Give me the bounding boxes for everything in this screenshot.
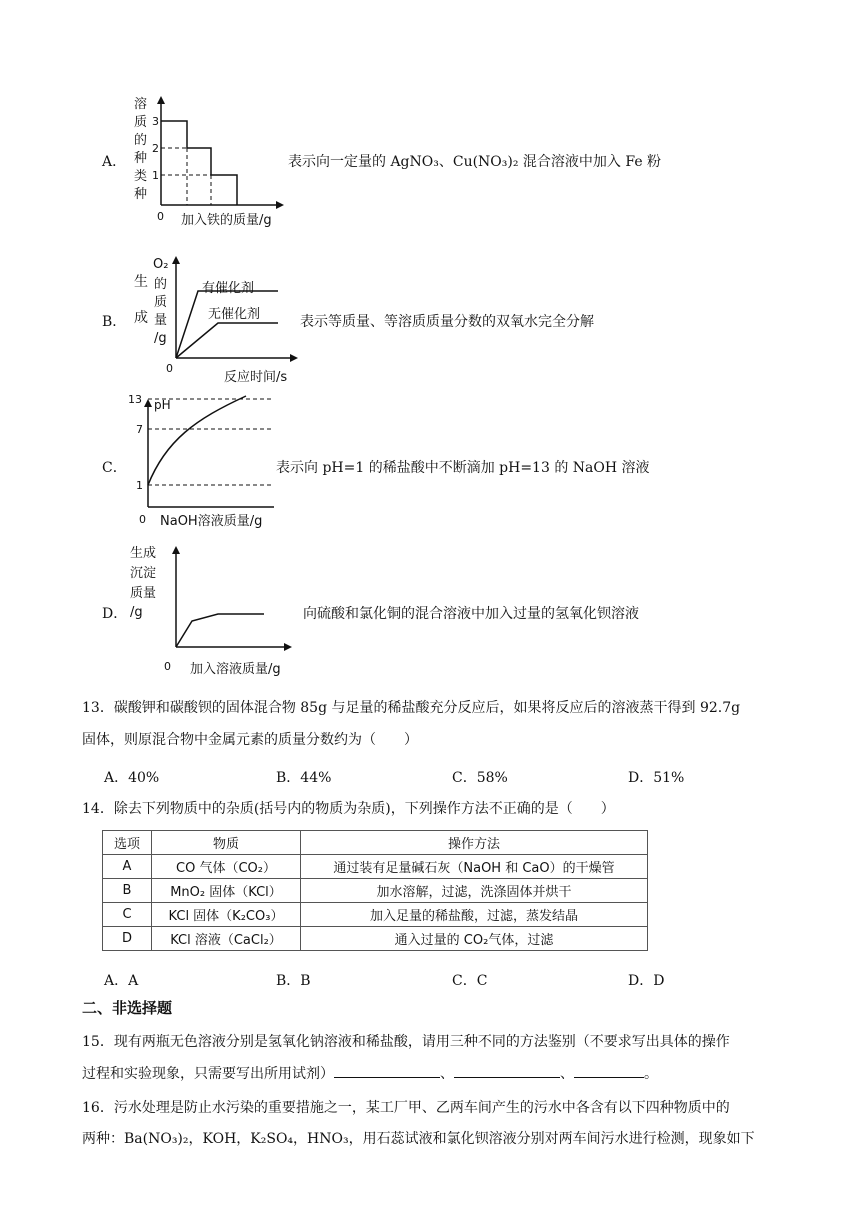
graph-d xyxy=(126,540,306,680)
q14-choice-d[interactable]: D．D xyxy=(628,973,665,989)
graph-a-ylabel-5: 种 xyxy=(134,187,148,202)
q15-line1: 15．现有两瓶无色溶液分别是氢氧化钠溶液和稀盐酸，请用三种不同的方法鉴别（不要求写出具体的操作 xyxy=(82,1034,730,1050)
graph-a-ylabel-0: 溶 xyxy=(134,97,148,112)
q16-line1: 16．污水处理是防止水污染的重要措施之一，某工厂甲、乙两车间产生的污水中各含有以下四种物质中的 xyxy=(82,1100,730,1116)
q14-table xyxy=(102,830,648,951)
q14-cell: 通过装有足量碱石灰（NaOH 和 CaO）的干燥管 xyxy=(301,855,648,879)
graph-a-tick-1: 1 xyxy=(152,169,159,182)
q14-th-substance: 物质 xyxy=(152,831,301,855)
q14-stem: 14．除去下列物质中的杂质(括号内的物质为杂质)，下列操作方法不正确的是（ ） xyxy=(82,801,615,817)
q14-cell: KCl 溶液（CaCl₂） xyxy=(152,927,301,951)
q15-end: 。 xyxy=(644,1066,658,1082)
q15-sep-1: 、 xyxy=(440,1066,454,1082)
graph-d-ylabel-3: /g xyxy=(130,605,143,620)
graph-c-tick-13: 13 xyxy=(128,395,142,406)
q15-sep-2: 、 xyxy=(560,1066,574,1082)
q14-choice-a[interactable]: A．A xyxy=(104,973,139,989)
table-row xyxy=(103,855,648,879)
graph-a-origin: 0 xyxy=(157,210,164,223)
answer-blank-2[interactable] xyxy=(454,1063,560,1078)
graph-c-xlabel: NaOH溶液质量/g xyxy=(160,514,263,529)
q13-choice-b[interactable]: B．44% xyxy=(276,770,332,786)
answer-blank-1[interactable] xyxy=(334,1063,440,1078)
q14-choice-b[interactable]: B．B xyxy=(276,973,311,989)
graph-b-origin: 0 xyxy=(166,362,173,375)
q14-cell: 加水溶解，过滤，洗涤固体并烘干 xyxy=(301,879,648,903)
graph-b-ylabel-4: /g xyxy=(154,331,167,346)
graph-c xyxy=(126,395,286,530)
graph-c-ytitle: pH xyxy=(154,398,171,412)
q14-cell: D xyxy=(103,927,152,951)
q14-th-option: 选项 xyxy=(103,831,152,855)
graph-b-curve1: 有催化剂 xyxy=(202,281,255,296)
q14-cell: KCl 固体（K₂CO₃） xyxy=(152,903,301,927)
q13-line1: 13．碳酸钾和碳酸钡的固体混合物 85g 与足量的稀盐酸充分反应后，如果将反应后的溶液蒸干得到 92.7g xyxy=(82,700,741,716)
graph-b-left-0: 生 xyxy=(134,274,148,290)
q15-line2-prefix: 过程和实验现象，只需要写出所用试剂） xyxy=(82,1066,334,1082)
graph-d-ylabel-1: 沉淀 xyxy=(130,566,157,581)
graph-c-tick-7: 7 xyxy=(136,423,143,436)
graph-d-xlabel: 加入溶液质量/g xyxy=(190,662,281,677)
option-d-desc: 向硫酸和氯化铜的混合溶液中加入过量的氢氧化钡溶液 xyxy=(303,606,639,622)
graph-d-ylabel-0: 生成 xyxy=(130,546,157,561)
option-d-letter: D． xyxy=(102,606,128,622)
q14-cell: B xyxy=(103,879,152,903)
q13-choice-c[interactable]: C．58% xyxy=(452,770,508,786)
table-row xyxy=(103,927,648,951)
q13-choice-d[interactable]: D．51% xyxy=(628,770,685,786)
q14-th-method: 操作方法 xyxy=(301,831,648,855)
q16-line2: 两种：Ba(NO₃)₂，KOH，K₂SO₄，HNO₃，用石蕊试液和氯化钡溶液分别对两车间污水进行检测，现象如下 xyxy=(82,1131,755,1147)
table-row xyxy=(103,903,648,927)
q14-table-header xyxy=(103,831,648,855)
graph-a-xlabel: 加入铁的质量/g xyxy=(181,213,272,228)
option-b-desc: 表示等质量、等溶质质量分数的双氧水完全分解 xyxy=(300,314,594,330)
graph-d-ylabel-2: 质量 xyxy=(130,586,157,601)
graph-b-curve2: 无催化剂 xyxy=(208,307,261,322)
q13-line2: 固体，则原混合物中金属元素的质量分数约为（ ） xyxy=(82,732,418,748)
graph-d-origin: 0 xyxy=(164,660,171,673)
option-b-letter: B． xyxy=(102,314,127,330)
graph-b xyxy=(126,248,306,388)
graph-c-tick-1: 1 xyxy=(136,479,143,492)
graph-a-ylabel-4: 类 xyxy=(134,169,148,184)
option-c-letter: C． xyxy=(102,460,127,476)
q15-line2 xyxy=(82,1059,658,1089)
graph-a-ylabel-1: 质 xyxy=(134,115,148,130)
option-a-desc: 表示向一定量的 AgNO₃、Cu(NO₃)₂ 混合溶液中加入 Fe 粉 xyxy=(288,154,662,170)
graph-a-ylabel-3: 种 xyxy=(134,151,148,166)
graph-a-ylabel-2: 的 xyxy=(134,133,148,148)
q13-choice-a[interactable]: A．40% xyxy=(104,770,160,786)
answer-blank-3[interactable] xyxy=(574,1063,644,1078)
q14-choice-c[interactable]: C．C xyxy=(452,973,488,989)
q14-cell: MnO₂ 固体（KCl） xyxy=(152,879,301,903)
option-a-letter: A． xyxy=(102,154,127,170)
graph-b-left-1: 成 xyxy=(134,310,148,326)
graph-c-origin: 0 xyxy=(139,513,146,526)
section-heading: 二、非选择题 xyxy=(82,999,173,1017)
graph-b-ylabel-0: O₂ xyxy=(153,257,169,272)
graph-a-tick-3: 3 xyxy=(152,115,159,128)
table-row xyxy=(103,879,648,903)
graph-a-tick-2: 2 xyxy=(152,142,159,155)
graph-b-ylabel-1: 的 xyxy=(154,277,168,292)
q14-cell: CO 气体（CO₂） xyxy=(152,855,301,879)
option-c-desc: 表示向 pH=1 的稀盐酸中不断滴加 pH=13 的 NaOH 溶液 xyxy=(276,460,650,476)
graph-b-ylabel-3: 量 xyxy=(154,313,168,328)
graph-a xyxy=(126,90,296,230)
q14-cell: A xyxy=(103,855,152,879)
q14-cell: 通入过量的 CO₂气体，过滤 xyxy=(301,927,648,951)
q14-cell: C xyxy=(103,903,152,927)
graph-b-ylabel-2: 质 xyxy=(154,295,168,310)
graph-b-xlabel: 反应时间/s xyxy=(224,370,288,385)
q14-cell: 加入足量的稀盐酸，过滤，蒸发结晶 xyxy=(301,903,648,927)
